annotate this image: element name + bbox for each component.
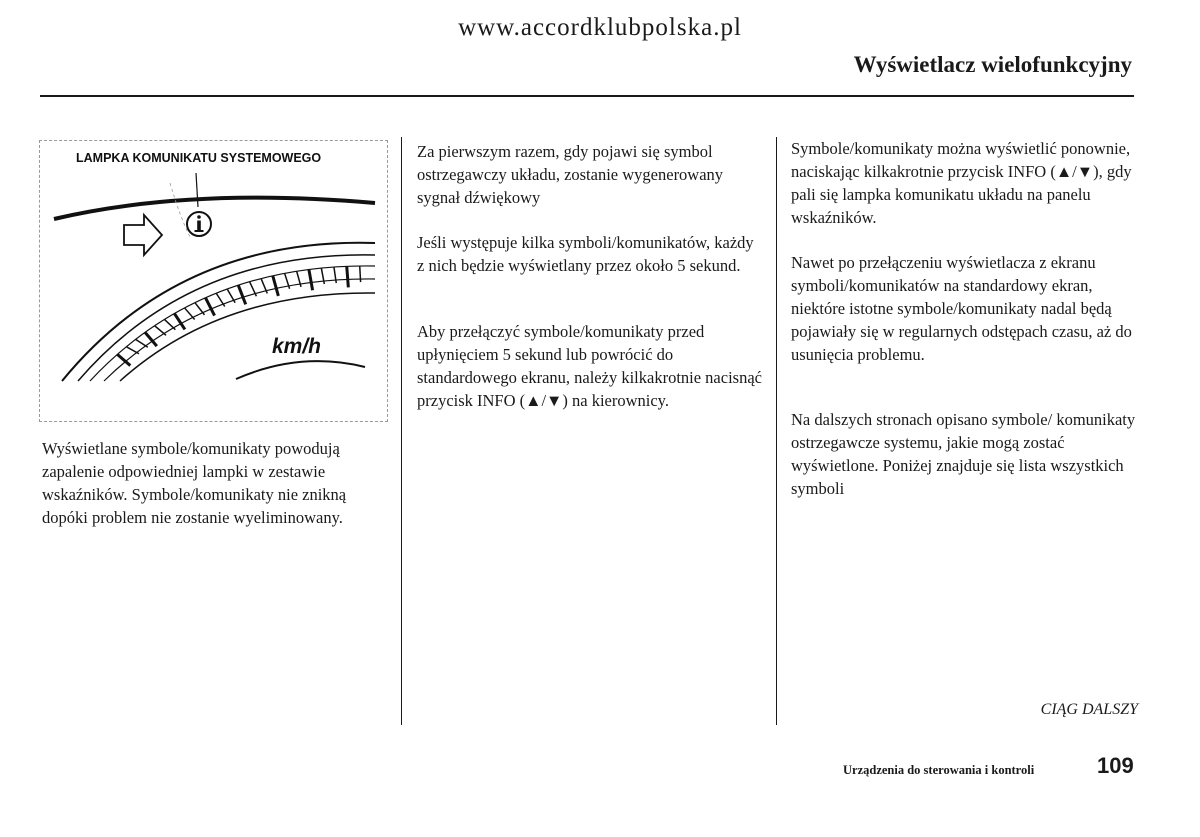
speedometer-tick	[360, 266, 361, 282]
speedometer-tick	[347, 266, 349, 287]
instrument-cluster-figure	[39, 140, 388, 422]
speedometer-ticks	[117, 266, 360, 366]
speedometer-tick	[164, 319, 175, 329]
speed-unit-label: km/h	[272, 335, 322, 358]
paragraph: Nawet po przełączeniu wyświetlacza z ekranu symboli/komunikatów na standardowy ekran, niektóre istotne symbole/komunikaty nadal będą pojawiały się w regularnych odstępach czasu, aż do usunięcia problemu.	[791, 253, 1132, 364]
paragraph: Aby przełączyć symbole/komunikaty przed upłynięciem 5 sekund lub powrócić do standardowego ekranu, należy kilkakrotnie nacisnąć przycisk INFO (▲/▼) na kierownicy.	[417, 322, 762, 410]
speedometer-tick	[136, 339, 148, 347]
speedometer-tick	[309, 269, 313, 290]
speedometer-tick	[273, 276, 279, 296]
speedometer-tick	[155, 326, 166, 336]
speedometer-illustration	[40, 141, 387, 421]
arrow-right-icon	[124, 215, 162, 255]
paragraph: Na dalszych stronach opisano symbole/ komunikaty ostrzegawcze systemu, jakie mogą zostać wyświetlone. Poniżej znajduje się lista wszystkich symboli	[791, 410, 1136, 498]
info-icon	[187, 212, 211, 236]
footer-section-name: Urządzenia do sterowania i kontroli	[843, 763, 1035, 777]
section-title: Wyświetlacz wielofunkcyjny	[853, 52, 1132, 77]
speedometer-tick	[185, 308, 195, 320]
paragraph: Wyświetlane symbole/komunikaty powodują zapalenie odpowiedniej lampki w zestawie wskaźników. Symbole/komunikaty nie znikną dopóki problem nie zostanie wyeliminowany.	[42, 439, 347, 527]
header-rule	[40, 95, 1134, 97]
continued-note: CIĄG DALSZY	[1040, 701, 1138, 718]
paragraph: Za pierwszym razem, gdy pojawi się symbol ostrzegawczy układu, zostanie wygenerowany sygnał dźwiękowy	[417, 142, 724, 207]
speedometer-tick	[126, 347, 139, 354]
column-divider	[401, 137, 402, 725]
speedometer-tick	[206, 298, 215, 316]
figure-label: LAMPKA KOMUNIKATU SYSTEMOWEGO	[76, 151, 322, 165]
column-divider	[776, 137, 777, 725]
paragraph: Jeśli występuje kilka symboli/komunikatów, każdy z nich będzie wyświetlany przez około 5 sekund.	[417, 233, 754, 275]
speedometer-tick	[195, 303, 205, 315]
paragraph: Symbole/komunikaty można wyświetlić ponownie, naciskając kilkakrotnie przycisk INFO (▲/▼), gdy pali się lampka komunikatu układu na panelu wskaźników.	[791, 139, 1132, 227]
site-url: www.accordklubpolska.pl	[458, 14, 742, 41]
page-number: 109	[1097, 753, 1134, 778]
speedometer-tick	[117, 354, 130, 365]
speedometer-tick	[238, 285, 245, 304]
speedometer-tick	[174, 314, 184, 330]
